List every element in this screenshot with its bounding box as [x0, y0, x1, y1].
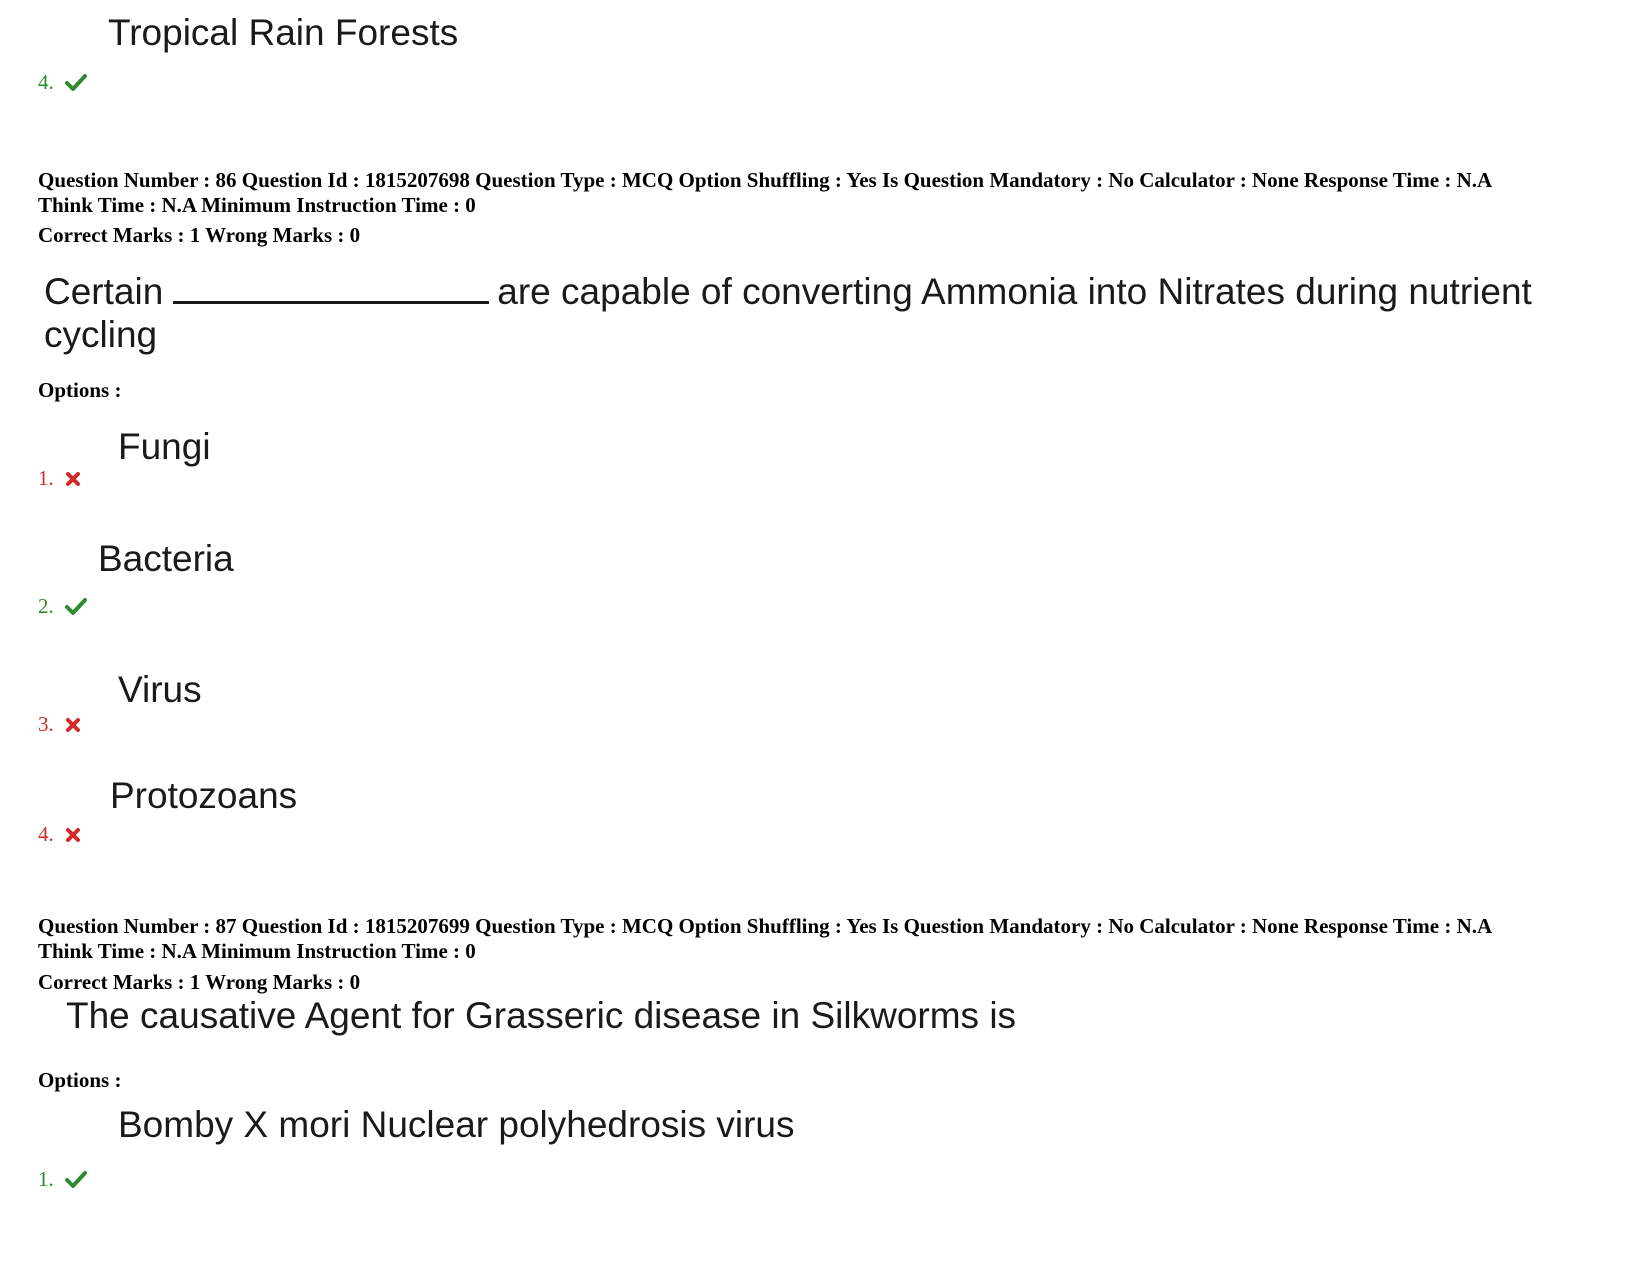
check-icon	[65, 596, 87, 620]
option-text: Bomby X mori Nuclear polyhedrosis virus	[118, 1104, 795, 1145]
question-text-part: Certain	[44, 271, 164, 312]
question-meta-line: Think Time : N.A Minimum Instruction Time : 0	[38, 939, 476, 963]
option-text: Fungi	[118, 426, 211, 467]
options-label: Options :	[38, 1068, 122, 1092]
option-number	[38, 1167, 87, 1193]
check-icon	[65, 72, 87, 96]
question-marks: Correct Marks : 1 Wrong Marks : 0	[38, 970, 361, 994]
option-number-label: 4.	[38, 822, 54, 846]
option-number-label: 1.	[38, 466, 54, 490]
check-icon	[65, 1169, 87, 1193]
option-number-label: 3.	[38, 712, 54, 736]
cross-icon	[65, 714, 81, 738]
option-text: Tropical Rain Forests	[108, 12, 459, 53]
option-number	[38, 466, 81, 492]
question-text	[44, 270, 1532, 314]
option-number	[38, 594, 87, 620]
question-text-part: cycling	[44, 314, 158, 355]
options-label: Options :	[38, 378, 122, 402]
question-meta-line: Question Number : 86 Question Id : 1815207698 Question Type : MCQ Option Shuffling : Yes Is Question Mandatory : No Calculator : None Response Time : N.A	[38, 168, 1493, 192]
question-text: The causative Agent for Grasseric disease in Silkworms is	[66, 995, 1017, 1036]
option-number-label: 4.	[38, 70, 54, 94]
option-number	[38, 70, 87, 96]
question-text-part: are capable of converting Ammonia into Nitrates during nutrient	[497, 271, 1532, 312]
option-number	[38, 712, 81, 738]
cross-icon	[65, 468, 81, 492]
option-number-label: 1.	[38, 1167, 54, 1191]
option-text: Virus	[118, 669, 202, 710]
option-text: Protozoans	[110, 775, 298, 816]
question-marks: Correct Marks : 1 Wrong Marks : 0	[38, 223, 361, 247]
question-meta-line: Think Time : N.A Minimum Instruction Time : 0	[38, 193, 476, 217]
option-text: Bacteria	[98, 538, 234, 579]
cross-icon	[65, 824, 81, 848]
fill-in-blank	[173, 271, 489, 304]
option-number-label: 2.	[38, 594, 54, 618]
question-meta-line: Question Number : 87 Question Id : 1815207699 Question Type : MCQ Option Shuffling : Yes Is Question Mandatory : No Calculator : None Response Time : N.A	[38, 914, 1493, 938]
option-number	[38, 822, 81, 848]
